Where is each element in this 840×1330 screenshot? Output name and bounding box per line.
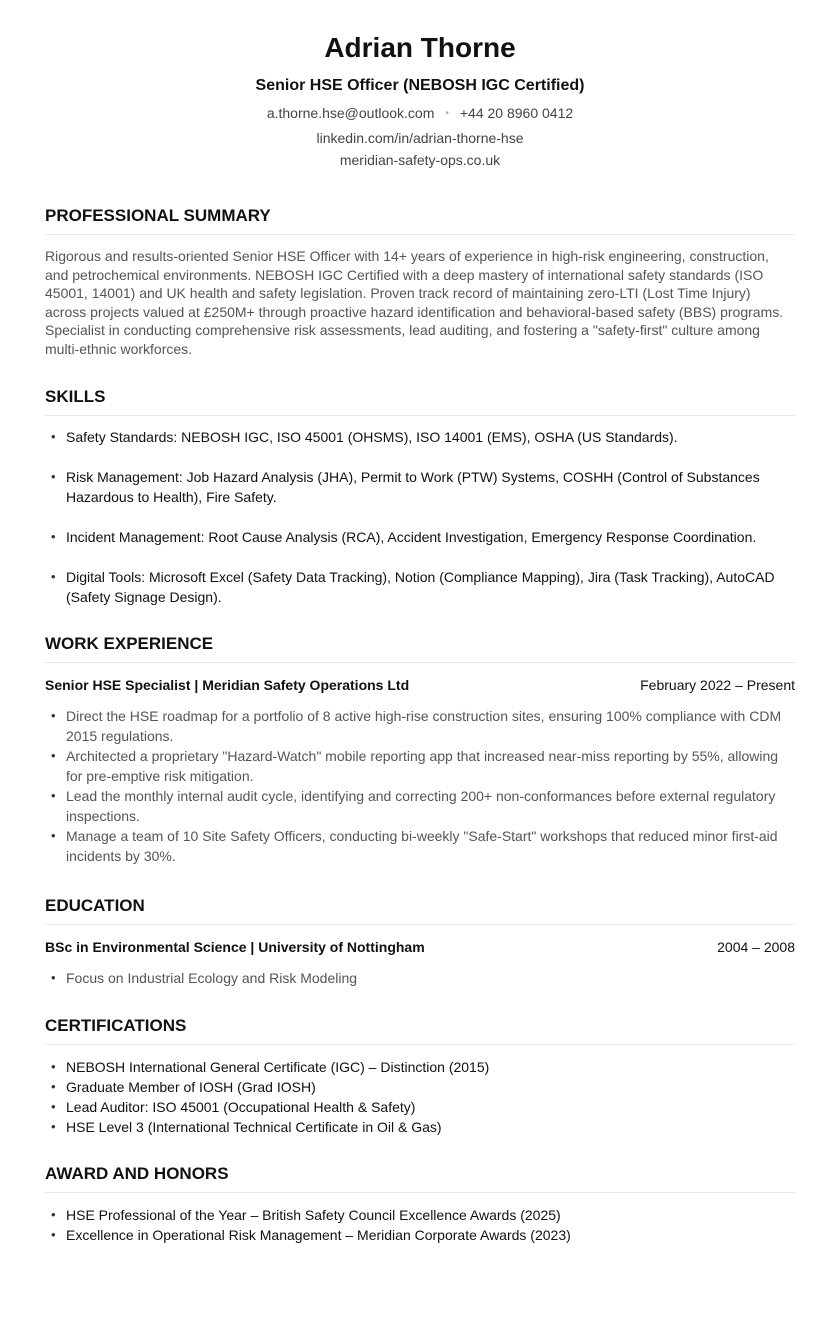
section-heading: AWARD AND HONORS [45, 1163, 795, 1193]
skills-section [45, 386, 795, 607]
section-heading: PROFESSIONAL SUMMARY [45, 205, 795, 235]
list-item: • Architected a proprietary "Hazard-Watch" mobile reporting app that increased near-miss reporting by 55%, allowing for pre-emptive risk mitigation. [45, 746, 795, 786]
experience-section [45, 633, 795, 866]
list-item: • Excellence in Operational Risk Management – Meridian Corporate Awards (2023) [45, 1225, 795, 1245]
candidate-name: Adrian Thorne [324, 32, 516, 63]
education-section [45, 895, 795, 988]
section-heading: CERTIFICATIONS [45, 1015, 795, 1045]
summary-section [45, 205, 795, 358]
list-item: • Lead Auditor: ISO 45001 (Occupational Health & Safety) [45, 1097, 795, 1117]
list-item: • Risk Management: Job Hazard Analysis (JHA), Permit to Work (PTW) Systems, COSHH (Control of Substances Hazardous to Health), Fire Safety. [45, 467, 795, 507]
list-item: • Safety Standards: NEBOSH IGC, ISO 45001 (OHSMS), ISO 14001 (EMS), OSHA (US Standards). [45, 427, 795, 447]
resume-header [45, 0, 795, 171]
awards-section [45, 1163, 795, 1245]
section-heading: WORK EXPERIENCE [45, 633, 795, 663]
list-item: • Incident Management: Root Cause Analysis (RCA), Accident Investigation, Emergency Response Coordination. [45, 527, 795, 547]
summary-text: Rigorous and results-oriented Senior HSE Officer with 14+ years of experience in high-risk engineering, construction, and petrochemical environments. NEBOSH IGC Certified with a deep mastery of international safety standards (ISO 45001, 14001) and UK health and safety legislation. Proven track record of maintaining zero-LTI (Lost Time Injury) across projects valued at £250M+ through proactive hazard identification and behavioral-based safety (BBS) programs. Specialist in conducting comprehensive risk assessments, lead auditing, and fostering a "safety-first" culture among multi-ethnic workforces. [45, 248, 784, 357]
linkedin-link[interactable]: linkedin.com/in/adrian-thorne-hse [316, 130, 524, 146]
job-date: February 2022 – Present [640, 677, 795, 693]
list-item: • Digital Tools: Microsoft Excel (Safety Data Tracking), Notion (Compliance Mapping), Jira (Task Tracking), AutoCAD (Safety Signage Design). [45, 567, 795, 607]
awards-list [45, 1205, 795, 1245]
education-date: 2004 – 2008 [717, 939, 795, 955]
website-link[interactable]: meridian-safety-ops.co.uk [339, 152, 501, 168]
section-heading: SKILLS [45, 386, 795, 416]
candidate-title: Senior HSE Officer (NEBOSH IGC Certified) [255, 77, 585, 94]
list-item: • Direct the HSE roadmap for a portfolio of 8 active high-rise construction sites, ensuring 100% compliance with CDM 2015 regulations. [45, 706, 795, 746]
contact-row [45, 102, 795, 127]
skills-list [45, 427, 795, 607]
experience-entry-header [45, 676, 795, 694]
list-item: • Lead the monthly internal audit cycle, identifying and correcting 200+ non-conformances before external regulatory inspections. [45, 786, 795, 826]
job-title: Senior HSE Specialist | Meridian Safety Operations Ltd [45, 677, 410, 693]
list-item: • Focus on Industrial Ecology and Risk Modeling [45, 968, 795, 988]
list-item: • Graduate Member of IOSH (Grad IOSH) [45, 1077, 795, 1097]
certifications-list [45, 1057, 795, 1137]
list-item: • Manage a team of 10 Site Safety Officers, conducting bi-weekly "Safe-Start" workshops that reduced minor first-aid incidents by 30%. [45, 826, 795, 866]
education-entry-header [45, 938, 795, 956]
degree-title: BSc in Environmental Science | University of Nottingham [45, 939, 425, 955]
list-item: • NEBOSH International General Certificate (IGC) – Distinction (2015) [45, 1057, 795, 1077]
experience-list [45, 706, 795, 866]
section-heading: EDUCATION [45, 895, 795, 925]
linkedin-row [45, 127, 795, 149]
list-item: • HSE Level 3 (International Technical Certificate in Oil & Gas) [45, 1117, 795, 1137]
website-row [45, 149, 795, 171]
email-link[interactable]: a.thorne.hse@outlook.com [266, 105, 435, 121]
education-list [45, 968, 795, 988]
phone-number[interactable]: +44 20 8960 0412 [459, 105, 574, 121]
list-item: • HSE Professional of the Year – British Safety Council Excellence Awards (2025) [45, 1205, 795, 1225]
certifications-section [45, 1015, 795, 1137]
separator-dot: • [445, 108, 449, 119]
